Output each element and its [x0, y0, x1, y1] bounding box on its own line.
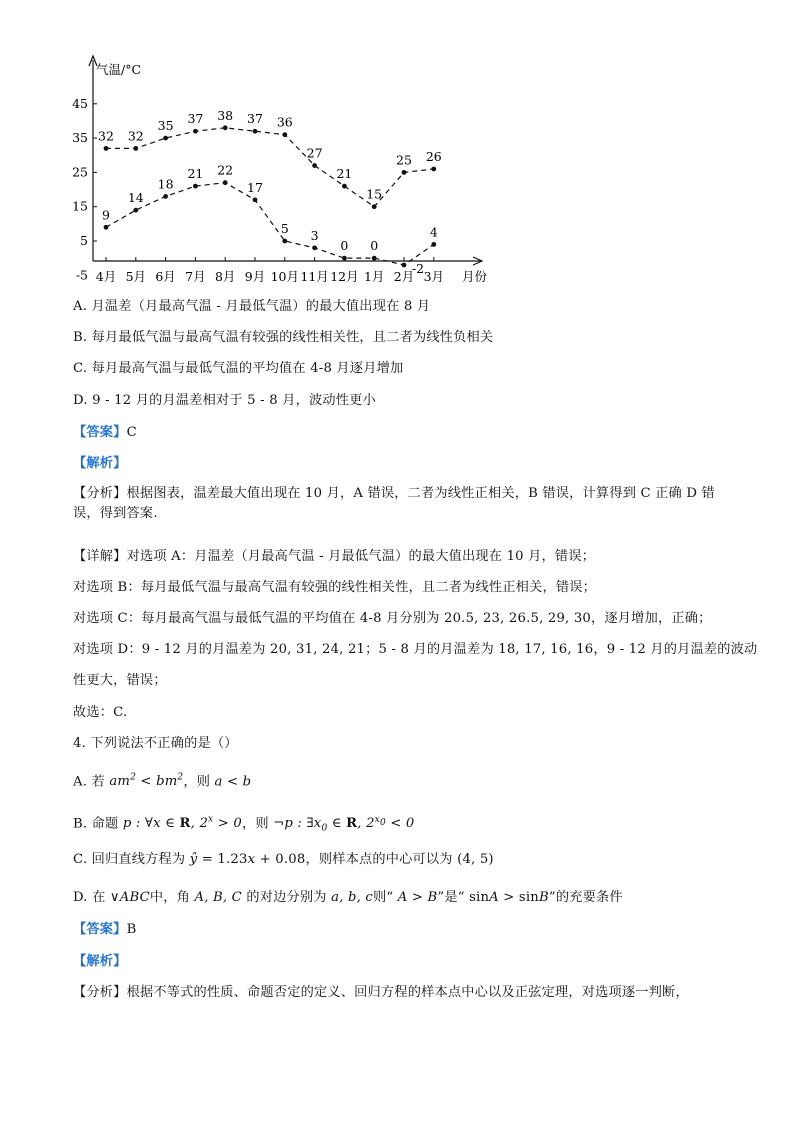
- q4-d-triangle: ∨ABC: [109, 890, 150, 905]
- detail-c-values: 20.5, 23, 26.5, 29, 30: [444, 611, 592, 626]
- q4-c-eq: ŷ = 1.23x + 0.08: [189, 852, 306, 867]
- temperature-line-chart: [60, 52, 500, 287]
- data-label: 5: [280, 221, 289, 236]
- fenxi-text: 根据不等式的性质、命题否定的定义、回归方程的样本点中心以及正弦定理，对选项逐一判断，: [126, 985, 689, 1000]
- detail-c-pre: 对选项 C：每月最高气温与最低气温的平均值在 4-8 月分别为: [73, 611, 444, 626]
- data-point: [312, 163, 317, 168]
- detail-d-pre: 对选项 D：9 - 12 月的月温差为: [73, 642, 271, 657]
- data-label: 37: [187, 111, 204, 127]
- x-axis-label: 月份: [462, 269, 488, 284]
- data-point: [402, 170, 407, 175]
- x-tick-label: 10月: [270, 269, 300, 284]
- data-point: [223, 125, 228, 130]
- q3-fenxi: [73, 484, 733, 524]
- q4-c-mid: ，则样本点的中心可以为: [305, 852, 453, 867]
- y-tick-label: 5: [80, 233, 88, 248]
- data-label: 36: [276, 114, 293, 130]
- data-point: [282, 132, 287, 137]
- x-tick-label: 2月: [393, 269, 415, 284]
- q4-option-d: [73, 888, 623, 908]
- data-label: 0: [340, 238, 349, 254]
- q3-choice: 故选：C.: [73, 705, 128, 720]
- data-point: [372, 204, 377, 209]
- data-label: 22: [217, 162, 234, 178]
- data-point: [193, 184, 198, 189]
- x-tick-label: 9月: [244, 269, 266, 284]
- x-tick-label: 5月: [125, 269, 147, 284]
- fenxi-tag: 【分析】: [73, 985, 127, 1000]
- xiangjie-tag: 【详解】: [73, 549, 127, 564]
- q4-b-pre: B. 命题: [73, 816, 119, 832]
- data-label: 35: [157, 118, 174, 134]
- data-label: 21: [336, 166, 353, 182]
- data-label: 27: [306, 145, 323, 161]
- series-0-line: [106, 128, 434, 207]
- data-point: [104, 146, 109, 151]
- q4-option-b: [73, 810, 415, 839]
- chart-series: [104, 125, 437, 267]
- q3-detail-b: 对选项 B：每月最低气温与最高气温有较强的线性相关性，且二者为线性正相关，错误；: [73, 580, 597, 595]
- q4-d-angles: A, B, C: [194, 890, 242, 905]
- y-tick-label: 25: [72, 164, 88, 180]
- q4-c-point: (4, 5): [457, 852, 494, 867]
- q4-d-mid3: 则“: [372, 890, 394, 905]
- data-point: [342, 256, 347, 261]
- detail-d-vals1: 20, 31, 24, 21: [270, 642, 366, 657]
- q4-a-concl: a < b: [214, 774, 252, 790]
- q4-d-cond1: A > B: [397, 890, 438, 905]
- fenxi-text: 根据图表，温差最大值出现在 10 月，A 错误，二者为线性正相关，B 错误，计算得到 C 正确 D 错误，得到答案.: [73, 486, 715, 521]
- y-tick-label: -5: [75, 267, 88, 283]
- q4-a-pre: A. 若: [73, 774, 105, 790]
- data-label: 3: [310, 227, 319, 243]
- data-label: 15: [366, 186, 383, 202]
- data-point: [163, 136, 168, 141]
- data-point: [223, 180, 228, 185]
- data-point: [342, 184, 347, 189]
- q3-option-c: C. 每月最高气温与最低气温的平均值在 4-8 月逐月增加: [73, 361, 404, 376]
- q3-detail-c: [73, 609, 712, 629]
- data-label: 4: [429, 224, 438, 240]
- x-tick-label: 4月: [95, 269, 117, 284]
- detail-d-vals2: 18, 17, 16, 16: [498, 642, 594, 657]
- data-label: 14: [127, 190, 144, 206]
- detail-c-post: ，逐月增加，正确；: [591, 611, 712, 626]
- q4-fenxi: [73, 983, 689, 1003]
- q3-analysis-heading: [73, 454, 127, 474]
- data-label: 32: [127, 128, 144, 144]
- x-tick-label: 8月: [214, 269, 236, 284]
- q3-option-a: A. 月温差（月最高气温 - 月最低气温）的最大值出现在 8 月: [73, 299, 431, 314]
- answer-value: B: [126, 922, 137, 937]
- q4-d-mid1: 中，角: [149, 890, 191, 905]
- x-tick-label: 7月: [185, 269, 206, 284]
- data-point: [282, 239, 287, 244]
- q3-answer: [73, 423, 137, 443]
- detail-d-mid: ；5 - 8 月的月温差为: [365, 642, 499, 657]
- answer-value: C: [126, 425, 137, 440]
- data-label: -2: [411, 261, 425, 277]
- q4-d-mid4: ”是“: [437, 890, 465, 905]
- q3-detail-d-cont: 性更大，错误；: [73, 673, 167, 688]
- answer-tag: 【答案】: [73, 922, 127, 937]
- q4-d-mid2: 的对边分别为: [246, 890, 327, 905]
- data-point: [104, 225, 109, 230]
- q3-option-d: D. 9 - 12 月的月温差相对于 5 - 8 月，波动性更小: [73, 393, 376, 408]
- x-tick-label: 1月: [363, 269, 385, 284]
- y-axis-label: 气温/°C: [96, 62, 142, 77]
- x-tick-label: 3月: [423, 269, 445, 284]
- data-point: [133, 146, 138, 151]
- q4-option-c: [73, 850, 494, 870]
- q4-d-sides: a, b, c: [331, 890, 373, 905]
- data-label: 26: [425, 148, 442, 164]
- x-tick-label: 6月: [155, 269, 176, 284]
- data-label: 37: [247, 111, 263, 127]
- data-point: [372, 256, 377, 261]
- data-point: [431, 242, 436, 247]
- data-label: 21: [187, 166, 204, 182]
- q4-b-neg: ¬p : $\exists x_0$ ∈ R, $2^{x_0} < 0$: [273, 815, 415, 835]
- data-label: 9: [102, 207, 110, 223]
- data-point: [431, 167, 436, 172]
- data-point: [312, 245, 317, 250]
- data-point: [133, 208, 138, 213]
- analysis-tag: 【解析】: [73, 954, 127, 969]
- data-point: [193, 129, 198, 134]
- series-1-line: [106, 183, 434, 265]
- q4-c-pre: C. 回归直线方程为: [73, 852, 186, 867]
- data-point: [402, 263, 407, 268]
- q3-option-b: B. 每月最低气温与最高气温有较强的线性相关性，且二者为线性负相关: [73, 330, 494, 345]
- q4-d-post: ”的充要条件: [548, 890, 623, 905]
- q4-analysis-heading: [73, 952, 127, 972]
- analysis-tag: 【解析】: [73, 456, 127, 471]
- y-tick-label: 35: [72, 130, 88, 146]
- q4-b-mid: ，则: [241, 816, 269, 832]
- q4-d-cond2: sinA > sinB: [469, 890, 549, 905]
- xiangjie-a: 对选项 A：月温差（月最高气温 - 月最低气温）的最大值出现在 10 月，错误；: [126, 549, 596, 564]
- data-label: 38: [217, 107, 234, 123]
- y-tick-label: 15: [72, 198, 88, 214]
- data-label: 0: [370, 238, 379, 254]
- q4-a-post: ，则: [183, 774, 211, 790]
- q4-b-prop: p : ∀x ∈ R, $2^x > 0$: [122, 815, 242, 832]
- q4-option-a: [73, 768, 251, 792]
- q3-detail-d: [73, 640, 757, 660]
- data-point: [163, 194, 168, 199]
- data-point: [253, 129, 258, 134]
- data-point: [253, 197, 258, 202]
- data-label: 25: [396, 152, 412, 168]
- x-tick-label: 11月: [300, 269, 329, 284]
- q4-answer: [73, 920, 136, 940]
- data-label: 32: [98, 128, 114, 144]
- detail-d-post: ，9 - 12 月的月温差的波动: [593, 642, 758, 657]
- fenxi-tag: 【分析】: [73, 486, 127, 501]
- q4-d-pre: D. 在: [73, 890, 106, 905]
- q4-a-ineq: $am^2 < bm^2$: [109, 773, 184, 790]
- data-label: 18: [157, 176, 174, 192]
- x-tick-label: 12月: [330, 269, 359, 284]
- q4-stem: 4. 下列说法不正确的是（）: [73, 736, 238, 751]
- q3-detail-a: [73, 547, 595, 567]
- data-label: 17: [247, 179, 263, 195]
- y-tick-label: 45: [72, 95, 88, 111]
- answer-tag: 【答案】: [73, 425, 127, 440]
